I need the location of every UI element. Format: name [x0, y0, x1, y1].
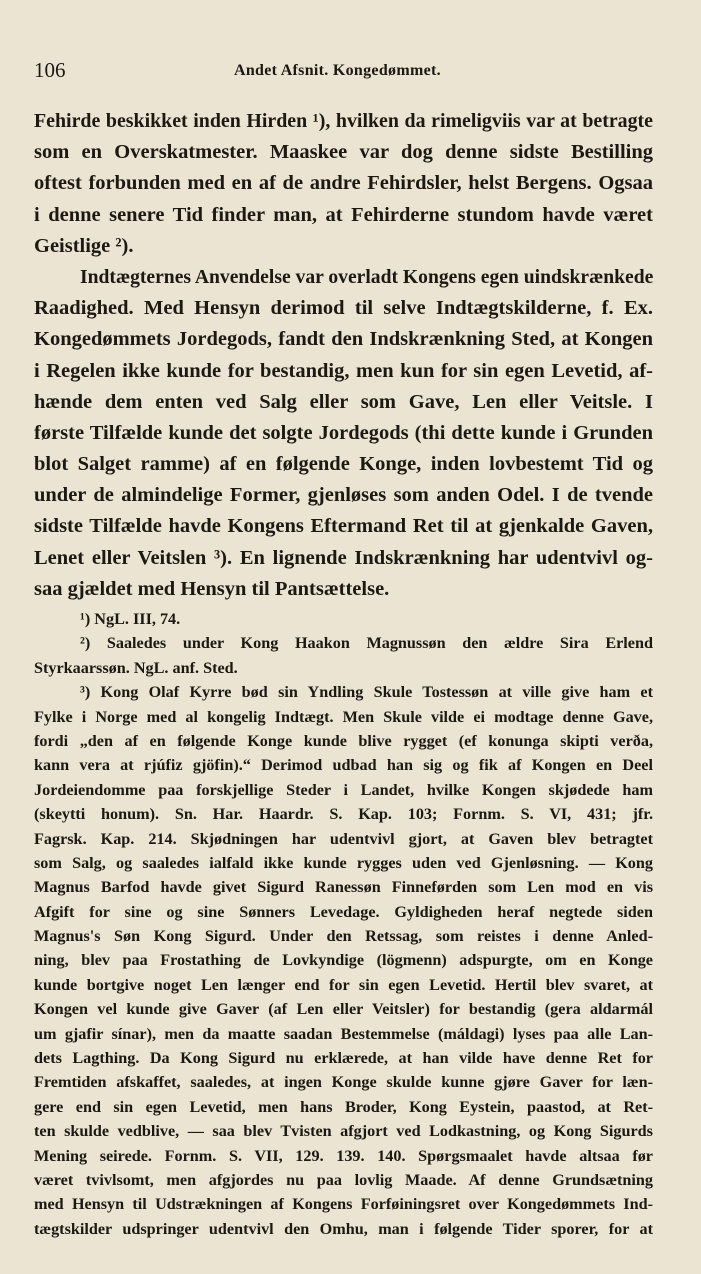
text-line: Indtægternes Anvendelse var overladt Kongens egen uindskrænkede	[80, 266, 654, 288]
footnote-line: fordi „den af en følgende Konge kunde blive rygget (ef konunga skipti verða,	[34, 731, 653, 750]
footnote-line: Fremtiden afskaffet, saaledes, at ingen Konge skulde kunne gjøre Gaver for læn-	[34, 1073, 653, 1092]
text-line: oftest forbunden med en af de andre Fehirdsler, helst Bergens. Ogsaa	[34, 172, 653, 195]
footnote-line: Magnus Barfod havde givet Sigurd Ranessøn Finneførden som Len mod en vis	[34, 878, 653, 897]
footnote-line: ²) Saaledes under Kong Haakon Magnussøn den ældre Sira Erlend	[80, 634, 653, 653]
footnote-line: Mening seirede. Fornm. S. VII, 129. 139. 140. Spørgsmaalet havde altsaa før	[34, 1146, 653, 1165]
footnote-line: um gjafir sínar), men da maatte saadan Bestemmelse (máldagi) lyses paa alle Lan-	[34, 1024, 653, 1043]
text-line: Fehirde beskikket inden Hirden ¹), hvilken da rimeligviis var at betragte	[34, 110, 653, 132]
footnote-line: med Hensyn til Udstrækningen af Kongens Forføiningsret over Kongedømmets Ind-	[34, 1195, 653, 1214]
footnote-line: kunde bortgive noget Len længer end for sin egen Levetid. Hertil blev svaret, at	[34, 975, 653, 994]
footnote-line: Magnus's Søn Kong Sigurd. Under den Retssag, som reistes i denne Anled-	[34, 927, 653, 946]
text-line: første Tilfælde kunde det solgte Jordegods (thi dette kunde i Grunden	[34, 421, 653, 444]
footnote-line: tægtskilder udspringer udentvivl den Omhu, man i følgende Tider sporer, for at	[34, 1219, 653, 1238]
text-line: blot Salget ramme) af en følgende Konge, inden lovbestemt Tid og	[34, 453, 653, 476]
footnote-line: (skeytti honum). Sn. Har. Haardr. S. Kap. 103; Fornm. S. VI, 431; jfr.	[34, 805, 653, 824]
footnote-line: Styrkaarssøn. NgL. anf. Sted.	[34, 658, 238, 677]
footnote-line: Kongen vel kunde give Gaver (af Len eller Veitsler) for bestandig (gera aldarmál	[34, 1000, 653, 1019]
footnote-line: som Salg, og saaledes ialfald ikke kunde rygges uden ved Gjenløsning. — Kong	[34, 853, 653, 872]
footnote-line: Jordeiendomme paa forskjellige Steder i Landet, hvilke Kongen skjødede ham	[34, 780, 653, 799]
main-text	[34, 106, 653, 605]
footnote-line: Fagrsk. Kap. 214. Skjødningen har udentvivl gjort, at Gaven blev betragtet	[34, 829, 653, 848]
text-line: som en Overskatmester. Maaskee var dog denne sidste Bestilling	[34, 141, 653, 164]
text-line: Lenet eller Veitslen ³). En lignende Indskrænkning har udentvivl og-	[34, 546, 653, 569]
text-line: i Regelen ikke kunde for bestandig, men kun for sin egen Levetid, af-	[34, 359, 653, 382]
text-line: sidste Tilfælde havde Kongens Eftermand Ret til at gjenkalde Gaven,	[34, 515, 653, 538]
footnote-line: været tvivlsomt, men afgjordes nu paa lovlig Maade. Af denne Grundsætning	[34, 1170, 653, 1189]
footnote-line: ³) Kong Olaf Kyrre bød sin Yndling Skule Tostessøn at ville give ham et	[80, 683, 653, 702]
text-line: saa gjældet med Hensyn til Pantsættelse.	[34, 577, 390, 600]
footnotes	[34, 607, 653, 1241]
text-line: under de almindelige Former, gjenløses som anden Odel. I de tvende	[34, 484, 653, 507]
text-line: Raadighed. Med Hensyn derimod til selve Indtægtskilderne, f. Ex.	[34, 297, 653, 320]
page-number: 106	[34, 58, 66, 82]
text-line: Geistlige ²).	[34, 234, 134, 257]
footnote-line: ¹) NgL. III, 74.	[80, 610, 181, 628]
text-line: Kongedømmets Jordegods, fandt den Indskrænkning Sted, at Kongen	[34, 328, 653, 351]
footnote-line: ning, blev paa Frostathing de Lovkyndige (lögmenn) adspurgte, om en Konge	[34, 951, 653, 970]
footnote-line: Afgift for sine og sine Sønners Levedage. Gyldigheden heraf negtede siden	[34, 902, 653, 921]
footnote-line: Fylke i Norge med al kongelig Indtægt. Men Skule vilde ei modtage denne Gave,	[34, 707, 653, 726]
page-header	[34, 58, 653, 88]
footnote-line: kann vera at rjúfiz gjöfin).“ Derimod udbad han sig og fik af Kongen en Deel	[34, 756, 653, 775]
footnote-line: gere end sin egen Levetid, men hans Broder, Kong Eystein, paastod, at Ret-	[34, 1097, 653, 1116]
text-line: i denne senere Tid finder man, at Fehirderne stundom havde været	[34, 203, 653, 226]
text-line: hænde dem enten ved Salg eller som Gave, Len eller Veitsle. I	[34, 390, 653, 413]
running-title: Andet Afsnit. Kongedømmet.	[234, 62, 441, 79]
footnote-line: dets Lagthing. Da Kong Sigurd nu erklærede, at han vilde have denne Ret for	[34, 1049, 653, 1068]
footnote-line: ten skulde vedblive, — saa blev Tvisten afgjort ved Lodkastning, og Kong Sigurds	[34, 1122, 653, 1141]
